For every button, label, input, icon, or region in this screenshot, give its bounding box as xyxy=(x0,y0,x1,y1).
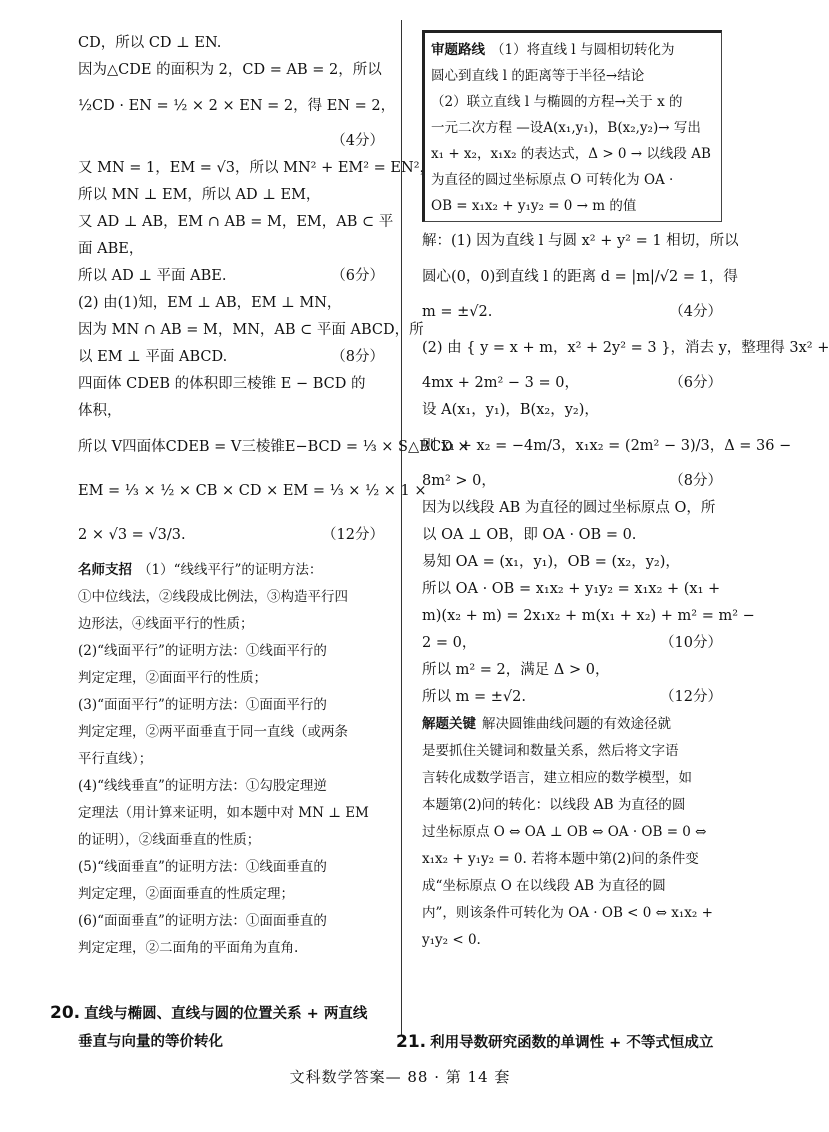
right-line-text xyxy=(422,326,829,370)
line-content: 以 OA ⊥ OB，即 OA · OB = 0. xyxy=(422,527,637,543)
left-line-text xyxy=(78,800,369,827)
line-content: 平行直线）； xyxy=(78,751,153,767)
line-content: 所以 AD ⊥ 平面 ABE. xyxy=(78,268,227,284)
line-content: ①中位线法，②线段成比例法，③构造平行四 xyxy=(78,589,348,605)
left-line xyxy=(78,317,424,344)
line-content: CD，所以 CD ⊥ EN. xyxy=(78,35,222,51)
left-line-text xyxy=(78,908,327,935)
right-line-text xyxy=(422,495,715,522)
line-content: 边形法，④线面平行的性质； xyxy=(78,616,254,632)
left-line-text xyxy=(78,425,470,469)
line-content: 2 = 0， xyxy=(422,635,477,651)
left-line-text xyxy=(78,746,152,773)
line-content: (2) 由 { y = x + m，x² + 2y² = 3 }，消去 y，整理得 3x² + xyxy=(422,340,829,356)
right-line-text xyxy=(422,228,739,255)
score-marker: （10分） xyxy=(660,635,722,651)
score-marker: （12分） xyxy=(322,527,384,543)
right-line-text xyxy=(422,819,707,846)
left-line-text xyxy=(78,611,254,638)
section-label: 名师支招 xyxy=(78,562,132,578)
right-line-text xyxy=(422,468,496,495)
right-line-text xyxy=(422,900,713,927)
score-marker: （8分） xyxy=(669,473,722,489)
review-route-line xyxy=(431,193,715,219)
line-content: 成“坐标原点 O 在以线段 AB 为直径的圆 xyxy=(422,878,666,894)
right-line xyxy=(422,326,829,370)
line-content: 4mx + 2m² − 3 = 0， xyxy=(422,375,579,391)
left-line-text xyxy=(78,827,260,854)
left-line-text xyxy=(78,854,327,881)
right-line xyxy=(422,927,722,954)
right-line xyxy=(422,900,722,927)
score-marker: （6分） xyxy=(331,268,384,284)
line-content: 又 MN = 1，EM = √3，所以 MN² + EM² = EN²， xyxy=(78,160,435,176)
review-route-line-text xyxy=(431,141,711,167)
review-route-line-text xyxy=(431,63,644,89)
review-route-line-text xyxy=(431,89,683,115)
line-content: 所以 V四面体CDEB = V三棱锥E−BCD = ⅓ × S△BCD × xyxy=(78,439,470,455)
left-line-text xyxy=(78,935,298,962)
left-line xyxy=(78,611,384,638)
line-content: 所以 m² = 2，满足 Δ > 0， xyxy=(422,662,610,678)
right-line xyxy=(422,765,722,792)
section-label: 解题关键 xyxy=(422,716,476,732)
right-line xyxy=(422,819,722,846)
left-line-text xyxy=(78,469,426,513)
right-line xyxy=(422,711,722,738)
review-route-line xyxy=(431,63,715,89)
right-line-text xyxy=(422,792,685,819)
line-content: (4)“线线垂直”的证明方法：①勾股定理逆 xyxy=(78,778,327,794)
line-content: 则 x₁ + x₂ = −4m/3，x₁x₂ = (2m² − 3)/3，Δ = 36 − xyxy=(422,438,792,454)
left-line-text xyxy=(78,513,186,557)
right-line-text xyxy=(422,299,492,326)
review-route-line xyxy=(431,89,715,115)
left-line xyxy=(78,935,384,962)
q20-heading-cont xyxy=(78,1029,223,1056)
right-line xyxy=(422,846,722,873)
line-content: 因为以线段 AB 为直径的圆过坐标原点 O，所 xyxy=(422,500,716,516)
left-line xyxy=(78,557,384,584)
left-line-text xyxy=(78,182,320,209)
right-line xyxy=(422,299,722,326)
line-content: EM = ⅓ × ½ × CB × CD × EM = ⅓ × ½ × 1 × xyxy=(78,483,427,499)
right-line-text xyxy=(422,522,636,549)
line-content: 是要抓住关键词和数量关系，然后将文字语 xyxy=(422,743,679,759)
left-line-text xyxy=(78,398,122,425)
right-line xyxy=(422,255,738,299)
line-content: 设 A(x₁，y₁)，B(x₂，y₂)， xyxy=(422,402,599,418)
right-column xyxy=(422,30,829,954)
line-content: 一元二次方程 —设A(x₁,y₁)，B(x₂,y₂)→ 写出 xyxy=(431,120,701,136)
line-content: (3)“面面平行”的证明方法：①面面平行的 xyxy=(78,697,327,713)
left-line xyxy=(78,854,384,881)
right-line xyxy=(422,603,755,630)
right-line xyxy=(422,228,739,255)
right-line-text xyxy=(422,603,755,630)
right-line-text xyxy=(422,630,476,657)
left-line xyxy=(78,773,384,800)
left-line-text xyxy=(78,638,327,665)
right-line-text xyxy=(422,846,699,873)
line-content: OB = x₁x₂ + y₁y₂ = 0 → m 的值 xyxy=(431,198,637,214)
right-line-text xyxy=(422,424,791,468)
right-line xyxy=(422,370,722,397)
score-marker: （8分） xyxy=(331,349,384,365)
right-line xyxy=(422,495,722,522)
left-line-text xyxy=(78,317,424,344)
line-content: 因为 MN ∩ AB = M，MN，AB ⊂ 平面 ABCD，所 xyxy=(78,322,424,338)
right-line-text xyxy=(422,549,680,576)
left-line-text xyxy=(78,209,393,236)
left-line xyxy=(78,692,384,719)
line-content: (2)“线面平行”的证明方法：①线面平行的 xyxy=(78,643,327,659)
line-content: (2) 由(1)知，EM ⊥ AB，EM ⊥ MN， xyxy=(78,295,342,311)
right-line-text xyxy=(422,711,671,738)
q21-title: 利用导数研究函数的单调性 + 不等式恒成立 xyxy=(430,1035,714,1051)
line-content: 内”，则该条件可转化为 OA · OB < 0 ⇔ x₁x₂ + xyxy=(422,905,713,921)
left-line xyxy=(78,584,384,611)
left-line-text xyxy=(78,57,382,84)
left-line xyxy=(78,469,427,513)
right-line-text xyxy=(422,684,526,711)
left-line-text xyxy=(78,881,294,908)
line-content: m = ±√2. xyxy=(422,304,493,320)
right-line xyxy=(422,468,722,495)
right-line-text xyxy=(422,397,599,424)
line-content: 为直径的圆过坐标原点 O 可转化为 OA · xyxy=(431,172,674,188)
left-line xyxy=(78,30,384,57)
line-content: 解：(1) 因为直线 l 与圆 x² + y² = 1 相切，所以 xyxy=(422,233,739,249)
left-line xyxy=(78,155,435,182)
left-line xyxy=(78,719,384,746)
line-content: （1）将直线 l 与圆相切转化为 xyxy=(491,42,675,58)
left-line xyxy=(78,513,384,557)
left-line xyxy=(78,290,384,317)
left-line xyxy=(78,638,384,665)
left-line xyxy=(78,800,384,827)
left-line-text xyxy=(78,263,227,290)
right-line-text xyxy=(422,738,679,765)
score-marker: （4分） xyxy=(331,133,384,149)
left-line-text xyxy=(78,692,327,719)
page-footer: 文科数学答案— 88 · 第 14 套 xyxy=(289,1068,511,1086)
score-marker: （6分） xyxy=(669,375,722,391)
left-line xyxy=(78,344,384,371)
line-content: (5)“线面垂直”的证明方法：①线面垂直的 xyxy=(78,859,327,875)
line-content: 本题第(2)问的转化：以线段 AB 为直径的圆 xyxy=(422,797,686,813)
left-line-text xyxy=(78,30,221,57)
left-line xyxy=(78,57,384,84)
line-content: 判定定理，②面面平行的性质； xyxy=(78,670,267,686)
line-content: 所以 MN ⊥ EM，所以 AD ⊥ EM， xyxy=(78,187,321,203)
line-content: 以 EM ⊥ 平面 ABCD. xyxy=(78,349,228,365)
line-content: ½CD · EN = ½ × 2 × EN = 2，得 EN = 2， xyxy=(78,98,396,114)
left-line xyxy=(78,236,384,263)
line-content: 过坐标原点 O ⇔ OA ⊥ OB ⇔ OA · OB = 0 ⇔ xyxy=(422,824,707,840)
left-line xyxy=(78,128,384,155)
review-route-line xyxy=(431,37,715,63)
left-line xyxy=(78,371,384,398)
review-route-line-text xyxy=(431,193,636,219)
line-content: 圆心到直线 l 的距离等于半径→结论 xyxy=(431,68,645,84)
line-content: 体积， xyxy=(78,403,122,419)
review-route-line xyxy=(431,167,715,193)
left-line-text xyxy=(78,155,434,182)
review-route-line-text xyxy=(431,37,675,63)
left-line xyxy=(78,84,396,128)
left-line-text xyxy=(78,84,395,128)
review-route-label: 审题路线 xyxy=(431,42,485,58)
line-content: （2）联立直线 l 与椭圆的方程→关于 x 的 xyxy=(431,94,683,110)
line-content: 所以 m = ±√2. xyxy=(422,689,526,705)
line-content: 2 × √3 = √3/3. xyxy=(78,527,186,543)
line-content: m)(x₂ + m) = 2x₁x₂ + m(x₁ + x₂) + m² = m² − xyxy=(422,608,755,624)
left-line xyxy=(78,908,384,935)
q20-title-line1: 直线与椭圆、直线与圆的位置关系 + 两直线 xyxy=(84,1006,368,1022)
left-line-text xyxy=(78,371,366,398)
right-line-text xyxy=(422,657,609,684)
q20-title-line2: 垂直与向量的等价转化 xyxy=(78,1034,223,1050)
line-content: 判定定理，②面面垂直的性质定理； xyxy=(78,886,294,902)
right-line-text xyxy=(422,873,666,900)
right-line xyxy=(422,630,722,657)
left-line xyxy=(78,182,384,209)
q21-number: 21. xyxy=(396,1032,427,1052)
right-line-text xyxy=(422,576,720,603)
left-line xyxy=(78,827,384,854)
review-route-box xyxy=(422,30,722,222)
line-content: 定理法（用计算来证明，如本题中对 MN ⊥ EM xyxy=(78,805,369,821)
review-route-line xyxy=(431,115,715,141)
review-route-line xyxy=(431,141,715,167)
line-content: 所以 OA · OB = x₁x₂ + y₁y₂ = x₁x₂ + (x₁ + xyxy=(422,581,721,597)
left-line-text xyxy=(78,236,143,263)
left-line xyxy=(78,398,384,425)
left-line-text xyxy=(78,665,267,692)
right-line xyxy=(422,424,792,468)
line-content: （1）“线线平行”的证明方法： xyxy=(138,562,323,578)
line-content: 的证明），②线面垂直的性质； xyxy=(78,832,261,848)
line-content: x₁x₂ + y₁y₂ = 0. 若将本题中第(2)问的条件变 xyxy=(422,851,699,867)
line-content: 因为△CDE 的面积为 2，CD = AB = 2，所以 xyxy=(78,62,382,78)
line-content: 又 AD ⊥ AB，EM ∩ AB = M，EM，AB ⊂ 平 xyxy=(78,214,394,230)
right-line xyxy=(422,549,722,576)
left-line xyxy=(78,746,384,773)
q21-heading xyxy=(396,1029,713,1057)
line-content: 判定定理，②两平面垂直于同一直线（或两条 xyxy=(78,724,348,740)
right-line xyxy=(422,684,722,711)
line-content: 圆心(0，0)到直线 l 的距离 d = |m|/√2 = 1，得 xyxy=(422,269,738,285)
line-content: 四面体 CDEB 的体积即三棱锥 E − BCD 的 xyxy=(78,376,366,392)
left-line-text xyxy=(78,584,348,611)
line-content: 面 ABE， xyxy=(78,241,144,257)
score-marker: （4分） xyxy=(669,304,722,320)
review-route-line-text xyxy=(431,115,701,141)
right-line xyxy=(422,522,722,549)
left-line-text xyxy=(78,773,327,800)
line-content: 判定定理，②二面角的平面角为直角. xyxy=(78,940,299,956)
left-line xyxy=(78,425,470,469)
left-line-text xyxy=(78,290,341,317)
q20-number: 20. xyxy=(50,1003,81,1023)
score-marker: （12分） xyxy=(660,689,722,705)
right-line xyxy=(422,657,722,684)
left-line-text xyxy=(78,719,348,746)
right-line xyxy=(422,738,722,765)
left-line-text xyxy=(78,344,227,371)
right-line-text xyxy=(422,255,738,299)
q20-heading xyxy=(50,1000,367,1028)
line-content: y₁y₂ < 0. xyxy=(422,932,481,948)
line-content: 言转化成数学语言，建立相应的数学模型，如 xyxy=(422,770,692,786)
line-content: 8m² > 0， xyxy=(422,473,496,489)
right-line xyxy=(422,397,722,424)
line-content: 解决圆锥曲线问题的有效途径就 xyxy=(482,716,671,732)
left-line xyxy=(78,881,384,908)
right-line xyxy=(422,873,722,900)
line-content: 易知 OA = (x₁，y₁)，OB = (x₂，y₂)， xyxy=(422,554,680,570)
right-line-text xyxy=(422,765,692,792)
left-line-text xyxy=(78,557,322,584)
left-line xyxy=(78,263,384,290)
line-content: x₁ + x₂，x₁x₂ 的表达式，Δ > 0 → 以线段 AB xyxy=(431,146,711,162)
right-line xyxy=(422,576,722,603)
left-line xyxy=(78,209,394,236)
right-line-text xyxy=(422,927,481,954)
line-content: (6)“面面垂直”的证明方法：①面面垂直的 xyxy=(78,913,327,929)
right-line-text xyxy=(422,370,579,397)
left-line xyxy=(78,665,384,692)
right-line xyxy=(422,792,722,819)
review-route-line-text xyxy=(431,167,673,193)
